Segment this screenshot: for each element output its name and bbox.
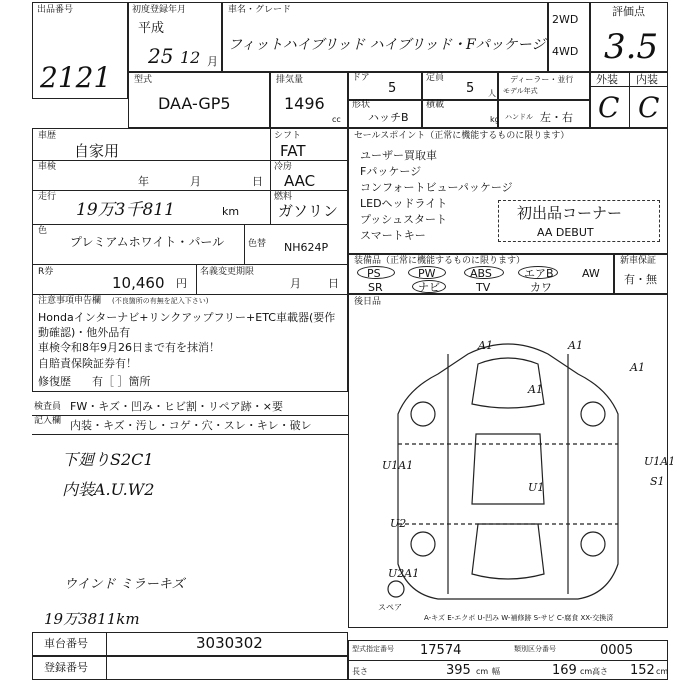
drive-4wd: 4WD [552, 45, 579, 58]
color-code-label: 色替 [248, 239, 267, 249]
type-value: DAA-GP5 [158, 94, 231, 113]
recycle-value: 10,460 [112, 274, 165, 292]
width-label: 幅 [492, 667, 500, 676]
ac-label: 冷房 [274, 162, 293, 172]
repair-value: 有［ ］箇所 [92, 375, 151, 388]
type-label: 型式 [134, 75, 153, 85]
reg-month-unit: 月 [207, 55, 218, 68]
first-reg-label: 初度登録年月 [132, 5, 187, 15]
after-label: 後日品 [354, 297, 382, 307]
doors-value: 5 [388, 81, 397, 96]
model-designation-label: 型式指定番号 [352, 645, 394, 653]
inspection-row-line [32, 415, 348, 416]
doors-label: ドア [352, 73, 370, 83]
repair-label: 修復歴 [38, 375, 71, 388]
inspection-row-bottom [32, 434, 348, 435]
specs-divider [270, 128, 271, 224]
seats-value: 5 [466, 81, 475, 96]
displacement-value: 1496 [284, 94, 325, 113]
equip-leather: カワ [530, 281, 552, 294]
mark-u2-left: U2 [390, 517, 407, 530]
handle-label: ハンドル [505, 113, 533, 121]
inspection-row-2: 内装・キズ・汚し・コゲ・穴・スレ・キレ・破レ [70, 419, 312, 432]
stamp-line-1: 初出品コーナー [517, 204, 623, 222]
handwritten-line-2: 内装A.U.W2 [62, 480, 155, 499]
model-label: 車名・グレード [228, 5, 292, 15]
height-value: 152 [630, 663, 655, 678]
equip-ps: PS [367, 267, 381, 280]
height-unit: cm [656, 667, 669, 676]
specs-row-line-3 [32, 224, 348, 225]
drive-2wd: 2WD [552, 13, 579, 26]
mark-u1a1-left: U1A1 [382, 459, 414, 472]
model-year-label: モデル年式 [503, 87, 538, 95]
exterior-label: 外装 [596, 73, 618, 86]
notes-title: 注意事項申告欄 [38, 296, 102, 306]
seats-label: 定員 [426, 73, 445, 83]
specs-row-line-5 [32, 294, 348, 295]
inspection-day: 日 [252, 175, 263, 188]
spec-footer-mid [348, 660, 668, 661]
shift-value: FAT [280, 142, 306, 160]
class-label: 類別区分番号 [514, 645, 556, 653]
mark-u2a1-rear: U2A1 [388, 567, 420, 580]
specs-row-line-2 [32, 190, 348, 191]
inspection-row-1: FW・キズ・凹み・ヒビ割・リペア跡・×要 [70, 400, 283, 413]
interior-grade: C [638, 91, 660, 124]
notes-line-3: 自賠責保険証券有！ [38, 357, 137, 370]
handwritten-line-1: 下廻りS2C1 [62, 450, 154, 469]
body-label: 形状 [352, 100, 371, 110]
notes-subtitle: (不良箇所の有無を記入下さい) [112, 297, 209, 305]
selling-point-item: スマートキー [360, 229, 426, 242]
color-label: 色 [38, 226, 48, 236]
reg-year: 25 [148, 44, 174, 68]
mark-s1-right: S1 [650, 475, 665, 488]
width-unit: cm [580, 667, 593, 676]
selling-point-item: ユーザー買取車 [360, 149, 437, 162]
score-value: 3.5 [604, 27, 659, 67]
color-code-value: NH624P [284, 241, 329, 254]
tax-month: 月 [290, 277, 301, 290]
new-car-label: 新車保証 [620, 256, 657, 266]
mark-u1-roof: U1 [528, 481, 545, 494]
model-designation-value: 17574 [420, 643, 462, 658]
recycle-label: R券 [38, 267, 54, 277]
tax-divider [196, 264, 197, 294]
recycle-unit: 円 [176, 277, 187, 290]
displacement-label: 排気量 [276, 75, 304, 85]
reg-month: 12 [180, 48, 201, 67]
tax-label: 名義変更期限 [200, 267, 255, 277]
equip-navi: ナビ [418, 281, 440, 294]
color-value: プレミアムホワイト・パール [70, 235, 225, 249]
reg-label: 登録番号 [44, 661, 88, 674]
era: 平成 [138, 21, 165, 36]
displacement-unit: cc [332, 115, 341, 124]
handwritten-line-4: 19万3811km [44, 610, 140, 628]
mark-a1-hood: A1 [528, 383, 543, 396]
inspection-label: 車検 [38, 162, 57, 172]
selling-point-item: コンフォートビューパッケージ [360, 181, 513, 194]
handle-value: 左・右 [540, 111, 573, 124]
equip-abs: ABS [470, 267, 492, 280]
selling-point-item: プッシュスタート [360, 213, 448, 226]
inspection-month: 月 [190, 175, 201, 188]
shift-label: シフト [274, 131, 302, 141]
class-value: 0005 [600, 643, 634, 658]
mark-a1-front-left: A1 [478, 339, 493, 352]
seats-unit: 人 [488, 89, 496, 98]
grade-divider [629, 72, 630, 128]
mileage-value: 19万3千811 [76, 200, 175, 220]
specs-row-line-1 [32, 160, 348, 161]
handwritten-line-3: ウインド ミラーキズ [64, 577, 185, 592]
history-value: 自家用 [74, 142, 120, 160]
width-value: 169 [552, 663, 577, 678]
lot-number: 2121 [40, 61, 112, 94]
notes-line-2: 車検令和8年9月26日まで有を抹消！ [38, 341, 220, 354]
equip-aw: AW [582, 267, 600, 280]
fuel-value: ガソリン [278, 202, 339, 220]
height-label: 高さ [592, 667, 608, 676]
score-label: 評価点 [612, 5, 645, 18]
fuel-label: 燃料 [274, 192, 293, 202]
color-code-divider [244, 224, 245, 264]
debut-stamp [498, 200, 660, 242]
load-label: 積載 [426, 100, 445, 110]
interior-label: 内装 [636, 73, 658, 86]
selling-point-item: Fパッケージ [360, 165, 422, 178]
inspection-year: 年 [138, 175, 149, 188]
diagram-legend: A-キズ E-エクボ U-凹み W-補修跡 S-サビ C-腐食 XX-交換済 [424, 614, 614, 622]
selling-points-title: セールスポイント（正常に機能するものに限ります） [354, 131, 570, 141]
ac-value: AAC [284, 172, 316, 190]
dealer-label: ディーラー・並行 [510, 75, 574, 84]
mark-u1a1-right: U1A1 [644, 455, 676, 468]
body-value: ハッチB [368, 111, 409, 124]
lot-label: 出品番号 [37, 5, 74, 15]
equipment-title: 装備品（正常に機能するものに限ります） [354, 256, 526, 266]
length-label: 長さ [352, 667, 368, 676]
new-car-value: 有・無 [624, 273, 657, 286]
notes-line-1: Hondaインターナビ+リンクアップフリー+ETC車載器(要作動確認)・他外品有 [38, 311, 336, 339]
history-label: 車歴 [38, 131, 57, 141]
spare-label: スペア [378, 603, 402, 612]
tax-day: 日 [328, 277, 339, 290]
inspection-row-label: 検査員記入欄 [34, 402, 62, 426]
mark-a1-front-right: A1 [568, 339, 583, 352]
length-unit: cm [476, 667, 489, 676]
selling-point-item: LEDヘッドライト [360, 197, 448, 210]
chassis-label: 車台番号 [44, 637, 88, 650]
exterior-grade: C [598, 91, 620, 124]
load-unit: kg [490, 115, 500, 124]
mileage-label: 走行 [38, 192, 57, 202]
equip-pw: PW [418, 267, 436, 280]
grade-header-line [590, 86, 668, 87]
model-name: フィットハイブリッド ハイブリッド・Fパッケージ [228, 37, 546, 53]
equip-airbag: エアB [524, 267, 554, 280]
specs-row-line-4 [32, 264, 348, 265]
mileage-unit: km [222, 205, 240, 218]
selling-points-list [360, 150, 513, 246]
mark-a1-corner: A1 [630, 361, 645, 374]
equip-sr: SR [368, 281, 383, 294]
chassis-value: 3030302 [196, 634, 263, 652]
stamp-line-2: AA DEBUT [537, 226, 594, 239]
length-value: 395 [446, 663, 471, 678]
equip-tv: TV [476, 281, 491, 294]
